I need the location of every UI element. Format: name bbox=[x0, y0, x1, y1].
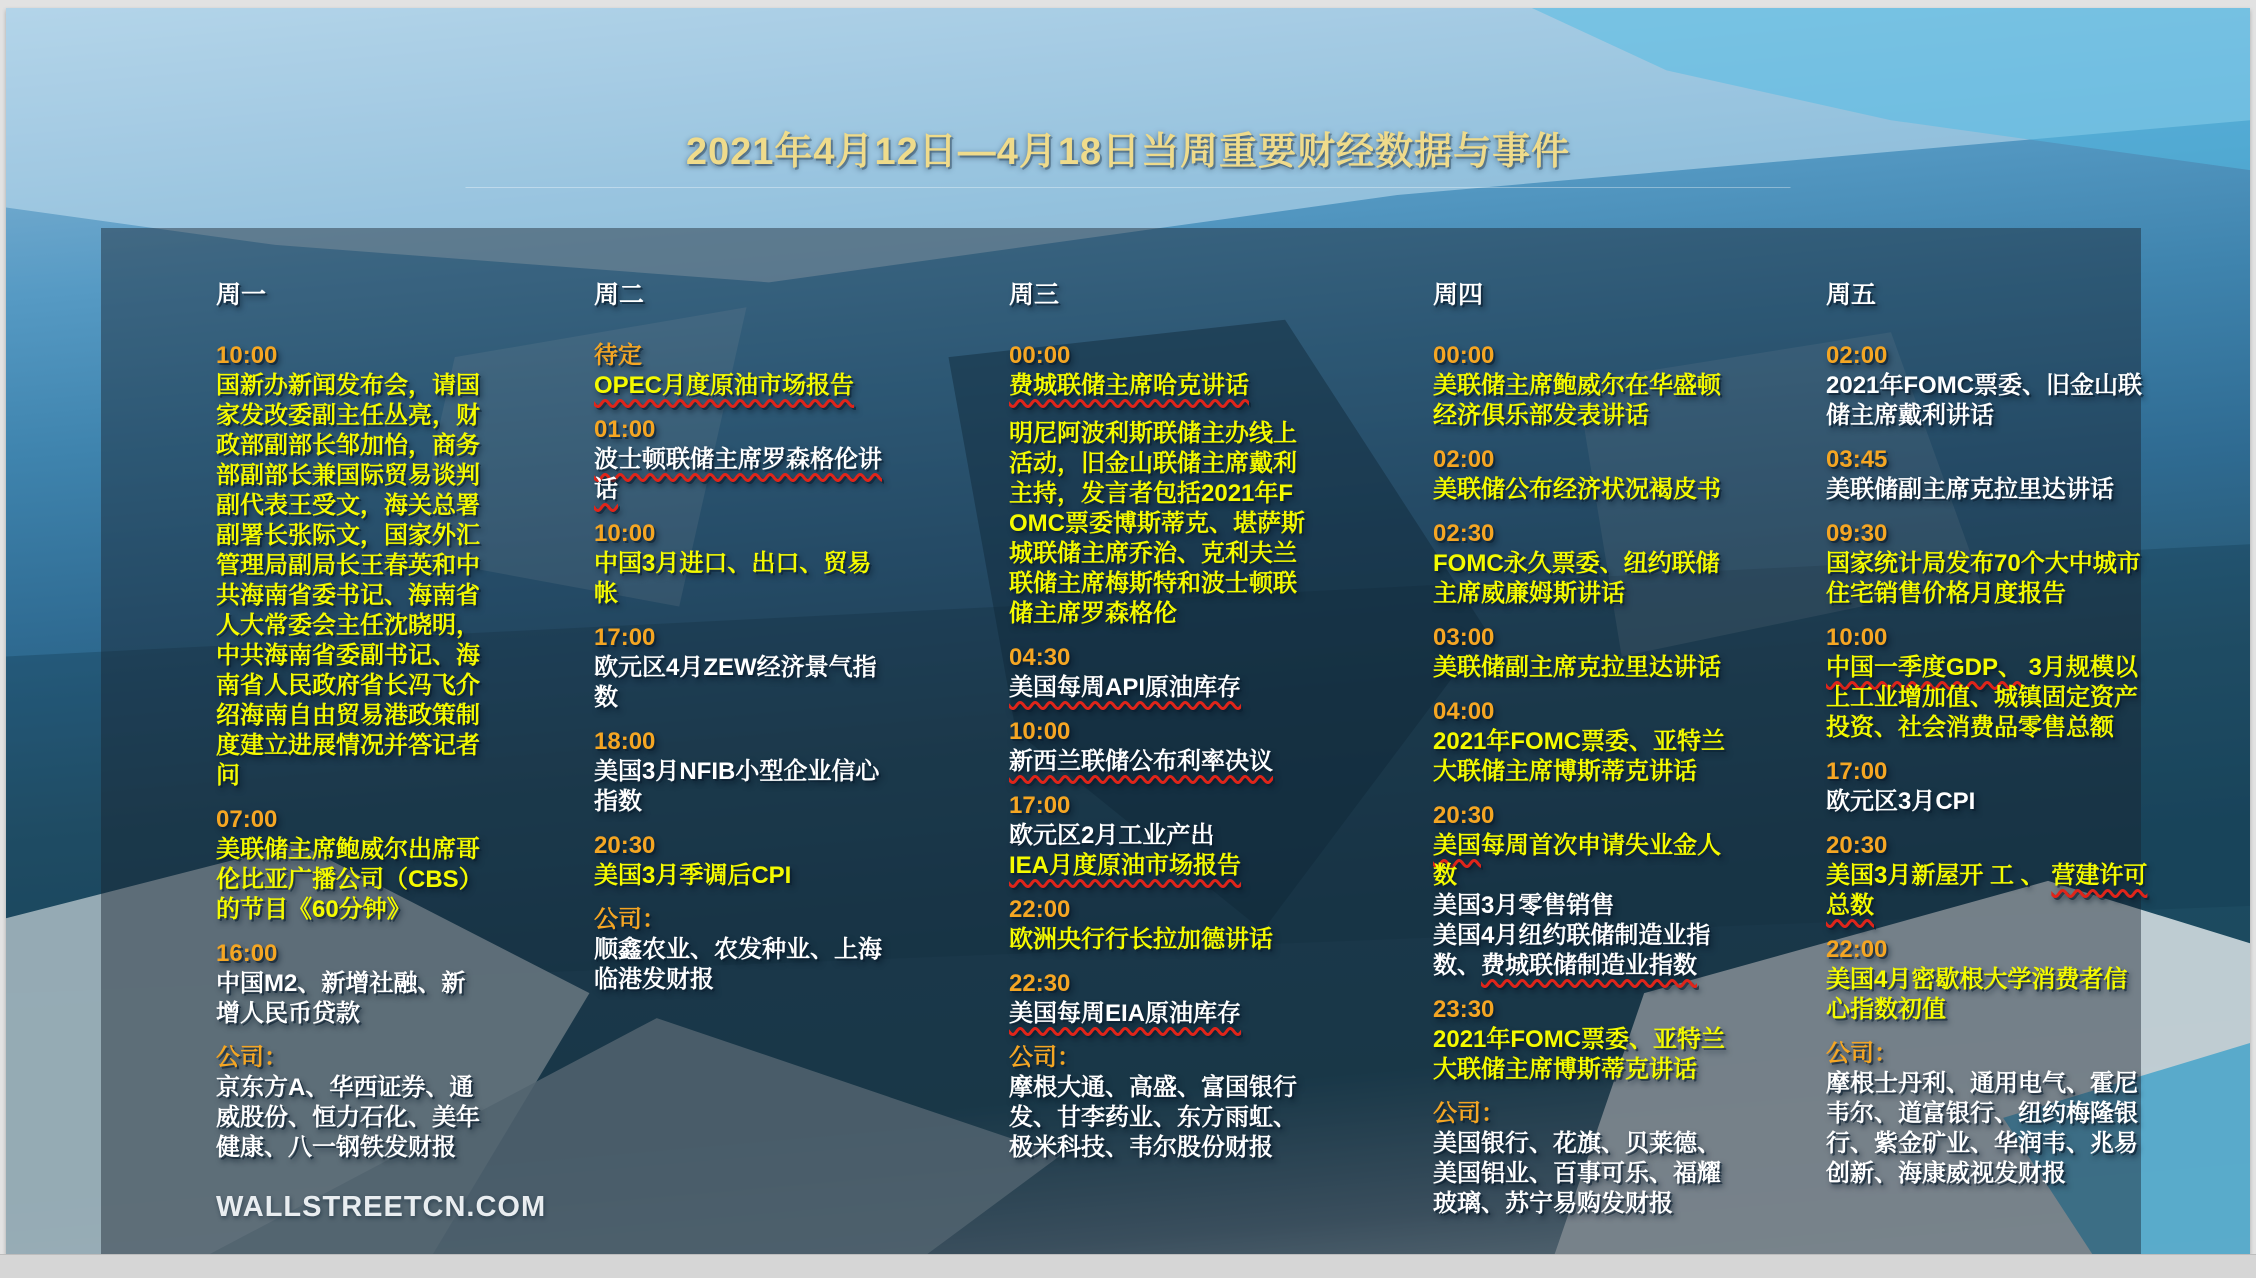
event-text bbox=[1009, 747, 1307, 777]
day-header-monday: 周一 bbox=[216, 281, 267, 309]
event-text bbox=[216, 1073, 484, 1163]
event-time-label: 16:00 bbox=[216, 940, 278, 967]
event-text-segment: 2021年FOMC票委、亚特兰大联储主席博斯蒂克讲话 bbox=[1433, 728, 1726, 785]
event-text-spellcheck-squiggle: 美国每周API原油库存 bbox=[1009, 674, 1242, 701]
event-text-segment: 美国银行、花旗、贝莱德、美国铝业、百事可乐、福耀玻璃、苏宁易购发财报 bbox=[1433, 1130, 1721, 1217]
event-block bbox=[1433, 995, 1733, 1085]
event-text-segment: 欧元区4月ZEW经济景气指数 bbox=[594, 654, 877, 711]
event-text-segment: 欧洲央行行长拉加德讲话 bbox=[1009, 926, 1273, 953]
event-time-label: 17:00 bbox=[1009, 792, 1071, 819]
event-time-label: 公司： bbox=[1433, 1100, 1505, 1127]
day-header-tuesday: 周二 bbox=[594, 281, 645, 309]
event-text bbox=[1433, 891, 1733, 921]
event-time-label: 23:30 bbox=[1433, 996, 1495, 1023]
event-text bbox=[216, 969, 484, 1029]
event-text bbox=[1009, 821, 1307, 851]
event-block bbox=[594, 415, 886, 505]
event-text-segment: 美国3月NFIB小型企业信心指数 bbox=[594, 758, 880, 815]
event-text-spellcheck-squiggle: IEA月度原油市场报告 bbox=[1009, 852, 1242, 879]
event-text-segment: 国新办新闻发布会，请国家发改委副主任丛亮，财政部副部长邹加怡，商务部副部长兼国际贸易谈判副代表王受文，海关总署副署长张际文，国家外汇管理局副局长王春英和中共海南省委书记、海南省人大常委会主任沈晓明，中共海南省委副书记、海南省人民政府省长冯飞介绍海南自由贸易港政策制度建立进展情况并答记者问 bbox=[216, 372, 480, 789]
event-text bbox=[1826, 653, 2148, 743]
event-time-label: 03:00 bbox=[1433, 624, 1495, 651]
event-text-spellcheck-squiggle: OPEC月度原油市场报告 bbox=[594, 372, 855, 399]
event-block bbox=[1826, 1039, 2148, 1189]
event-block bbox=[1433, 519, 1733, 609]
event-time-label: 02:00 bbox=[1433, 446, 1495, 473]
event-text-spellcheck-squiggle: 美国每周EIA原油库存 bbox=[1009, 1000, 1242, 1027]
event-time-label: 09:30 bbox=[1826, 520, 1888, 547]
event-text-segment: 欧元区2月工业产出 bbox=[1009, 822, 1215, 849]
event-text-spellcheck-squiggle: 中国一季度GDP、 bbox=[1826, 654, 2023, 681]
event-time-label: 20:30 bbox=[1826, 832, 1888, 859]
event-text bbox=[1433, 921, 1733, 981]
event-text bbox=[594, 757, 886, 817]
event-block bbox=[594, 905, 886, 995]
event-text-segment: 美联储主席鲍威尔在华盛顿经济俱乐部发表讲话 bbox=[1433, 372, 1721, 429]
event-text-segment: 每周首次申请失业金人数 bbox=[1433, 832, 1721, 889]
event-block bbox=[1826, 445, 2148, 505]
event-text-spellcheck-squiggle: 美国 bbox=[1433, 832, 1481, 859]
event-text bbox=[1826, 475, 2148, 505]
event-block bbox=[1826, 623, 2148, 743]
title-divider bbox=[466, 187, 1791, 188]
day-column-wednesday bbox=[1009, 275, 1307, 1177]
event-text-segment: 顺鑫农业、农发种业、上海临港发财报 bbox=[594, 936, 882, 993]
day-column-monday bbox=[216, 275, 547, 1224]
event-text-spellcheck-squiggle: 波士顿联储主席罗森格伦讲话 bbox=[594, 446, 882, 503]
event-text bbox=[1433, 653, 1733, 683]
event-block bbox=[594, 519, 886, 609]
event-text-segment: 欧元区3月CPI bbox=[1826, 788, 1976, 815]
event-text bbox=[594, 653, 886, 713]
event-block bbox=[1826, 831, 2148, 921]
event-text bbox=[1009, 1073, 1307, 1163]
event-text-segment: 美国3月零售销售 bbox=[1433, 892, 1615, 919]
event-text bbox=[594, 861, 886, 891]
event-text-segment: 美联储副主席克拉里达讲话 bbox=[1433, 654, 1721, 681]
event-text bbox=[1009, 999, 1307, 1029]
event-text-segment: 美联储公布经济状况褐皮书 bbox=[1433, 476, 1721, 503]
event-time-label: 公司： bbox=[1826, 1040, 1898, 1067]
event-time-label: 10:00 bbox=[594, 520, 656, 547]
event-text-segment: 3月规模以上工业增加值、城镇固定资产投资、社会消费品零售总额 bbox=[1826, 654, 2139, 741]
event-block bbox=[1009, 717, 1307, 777]
event-block bbox=[1009, 341, 1307, 629]
event-text bbox=[1009, 925, 1307, 955]
event-text-segment: 美国4月密歇根大学消费者信心指数初值 bbox=[1826, 966, 2128, 1023]
event-block bbox=[594, 623, 886, 713]
event-time-label: 公司： bbox=[594, 906, 666, 933]
event-text-segment: 摩根士丹利、通用电气、霍尼韦尔、道富银行、纽约梅隆银行、紫金矿业、华润韦、兆易创新、海康威视发财报 bbox=[1826, 1070, 2138, 1187]
event-text-segment: 2021年FOMC票委、亚特兰大联储主席博斯蒂克讲话 bbox=[1433, 1026, 1726, 1083]
event-time-label: 00:00 bbox=[1433, 342, 1495, 369]
event-block bbox=[1826, 757, 2148, 817]
event-block bbox=[1433, 341, 1733, 431]
slide bbox=[6, 8, 2250, 1255]
event-time-label: 00:00 bbox=[1009, 342, 1071, 369]
event-block bbox=[1826, 935, 2148, 1025]
event-text-segment: 京东方A、华西证券、通威股份、恒力石化、美年健康、八一钢铁发财报 bbox=[216, 1074, 480, 1161]
event-text bbox=[594, 549, 886, 609]
event-time-label: 02:30 bbox=[1433, 520, 1495, 547]
event-time-label: 01:00 bbox=[594, 416, 656, 443]
event-text-segment: 美国3月新屋开 工 、 bbox=[1826, 862, 2052, 889]
day-column-friday bbox=[1826, 275, 2148, 1203]
event-text-segment: 美国3月季调后CPI bbox=[594, 862, 792, 889]
day-column-thursday bbox=[1433, 275, 1733, 1233]
event-block bbox=[1433, 1099, 1733, 1219]
event-text bbox=[1433, 549, 1733, 609]
event-time-label: 03:45 bbox=[1826, 446, 1888, 473]
event-text-segment: 明尼阿波利斯联储主办线上活动，旧金山联储主席戴利主持，发言者包括2021年FOMC票委博斯蒂克、堪萨斯城联储主席乔治、克利夫兰联储主席梅斯特和波士顿联储主席罗森格伦 bbox=[1009, 420, 1305, 627]
event-text bbox=[1433, 475, 1733, 505]
event-block bbox=[594, 341, 886, 401]
event-text-spellcheck-squiggle: 新西兰联储公布利率决议 bbox=[1009, 748, 1273, 775]
event-time-label: 10:00 bbox=[216, 342, 278, 369]
event-text-segment: 美联储主席鲍威尔出席哥伦比亚广播公司（CBS）的节目《60分钟》 bbox=[216, 836, 483, 923]
event-text-segment: 美国4月纽约联储制造业指数、 bbox=[1433, 922, 1711, 979]
event-time-label: 22:00 bbox=[1009, 896, 1071, 923]
event-time-label: 04:00 bbox=[1433, 698, 1495, 725]
event-block bbox=[1009, 791, 1307, 881]
event-block bbox=[216, 1043, 484, 1163]
event-block bbox=[1009, 895, 1307, 955]
event-block bbox=[216, 805, 484, 925]
event-text bbox=[1826, 861, 2148, 921]
event-time-label: 待定 bbox=[594, 342, 642, 369]
event-text-segment: 摩根大通、高盛、富国银行发、甘李药业、东方雨虹、极米科技、韦尔股份财报 bbox=[1009, 1074, 1297, 1161]
event-text bbox=[594, 371, 886, 401]
event-text bbox=[1826, 1069, 2148, 1189]
event-text bbox=[1826, 549, 2148, 609]
event-time-label: 22:00 bbox=[1826, 936, 1888, 963]
day-header-wednesday: 周三 bbox=[1009, 281, 1060, 309]
event-text bbox=[1433, 371, 1733, 431]
event-block bbox=[1433, 623, 1733, 683]
watermark: WALLSTREETCN.COM bbox=[216, 1191, 547, 1223]
day-header-thursday: 周四 bbox=[1433, 281, 1484, 309]
event-text bbox=[1433, 1129, 1733, 1219]
event-text bbox=[1009, 419, 1307, 629]
event-block bbox=[1009, 969, 1307, 1029]
event-text-segment: 中国3月进口、出口、贸易帐 bbox=[594, 550, 872, 607]
event-text bbox=[1009, 371, 1307, 401]
event-block bbox=[216, 341, 484, 791]
event-text-segment: 2021年FOMC票委、旧金山联储主席戴利讲话 bbox=[1826, 372, 2143, 429]
event-time-label: 04:30 bbox=[1009, 644, 1071, 671]
event-block bbox=[1433, 801, 1733, 981]
event-block bbox=[1826, 519, 2148, 609]
event-block bbox=[216, 939, 484, 1029]
event-text bbox=[1433, 1025, 1733, 1085]
event-time-label: 公司： bbox=[1009, 1044, 1081, 1071]
event-block bbox=[594, 831, 886, 891]
event-block bbox=[1826, 341, 2148, 431]
event-text bbox=[1009, 673, 1307, 703]
day-header-friday: 周五 bbox=[1826, 281, 1877, 309]
event-text-segment: 国家统计局发布70个大中城市住宅销售价格月度报告 bbox=[1826, 550, 2141, 607]
event-time-label: 10:00 bbox=[1826, 624, 1888, 651]
event-block bbox=[594, 727, 886, 817]
event-time-label: 18:00 bbox=[594, 728, 656, 755]
event-time-label: 公司： bbox=[216, 1044, 288, 1071]
event-block bbox=[1433, 445, 1733, 505]
event-text bbox=[594, 935, 886, 995]
event-text-spellcheck-squiggle: 营建许可总数 bbox=[1826, 862, 2148, 919]
event-time-label: 22:30 bbox=[1009, 970, 1071, 997]
day-column-tuesday bbox=[594, 275, 886, 1009]
event-text bbox=[1826, 787, 2148, 817]
event-time-label: 17:00 bbox=[1826, 758, 1888, 785]
event-text bbox=[1433, 727, 1733, 787]
event-time-label: 20:30 bbox=[594, 832, 656, 859]
event-text bbox=[1009, 851, 1307, 881]
event-block bbox=[1009, 1043, 1307, 1163]
event-text-segment: 中国M2、新增社融、新增人民币贷款 bbox=[216, 970, 466, 1027]
event-text-spellcheck-squiggle: 费城联储制造业指数 bbox=[1481, 952, 1697, 979]
window-bottom-edge bbox=[0, 1254, 2256, 1278]
event-time-label: 17:00 bbox=[594, 624, 656, 651]
event-text bbox=[1433, 831, 1733, 891]
event-time-label: 07:00 bbox=[216, 806, 278, 833]
overlay-panel bbox=[101, 228, 2148, 1255]
event-text-segment: 美联储副主席克拉里达讲话 bbox=[1826, 476, 2114, 503]
event-time-label: 02:00 bbox=[1826, 342, 1888, 369]
event-time-label: 10:00 bbox=[1009, 718, 1071, 745]
event-text bbox=[594, 445, 886, 505]
event-text-spellcheck-squiggle: 费城联储主席哈克讲话 bbox=[1009, 372, 1249, 399]
event-text bbox=[216, 371, 484, 791]
event-text bbox=[1826, 371, 2148, 431]
event-time-label: 20:30 bbox=[1433, 802, 1495, 829]
event-text bbox=[216, 835, 484, 925]
event-block bbox=[1433, 697, 1733, 787]
event-block bbox=[1009, 643, 1307, 703]
event-text-segment: FOMC永久票委、纽约联储主席威廉姆斯讲话 bbox=[1433, 550, 1720, 607]
event-text bbox=[1826, 965, 2148, 1025]
page-title: 2021年4月12日—4月18日当周重要财经数据与事件 bbox=[685, 131, 1571, 173]
